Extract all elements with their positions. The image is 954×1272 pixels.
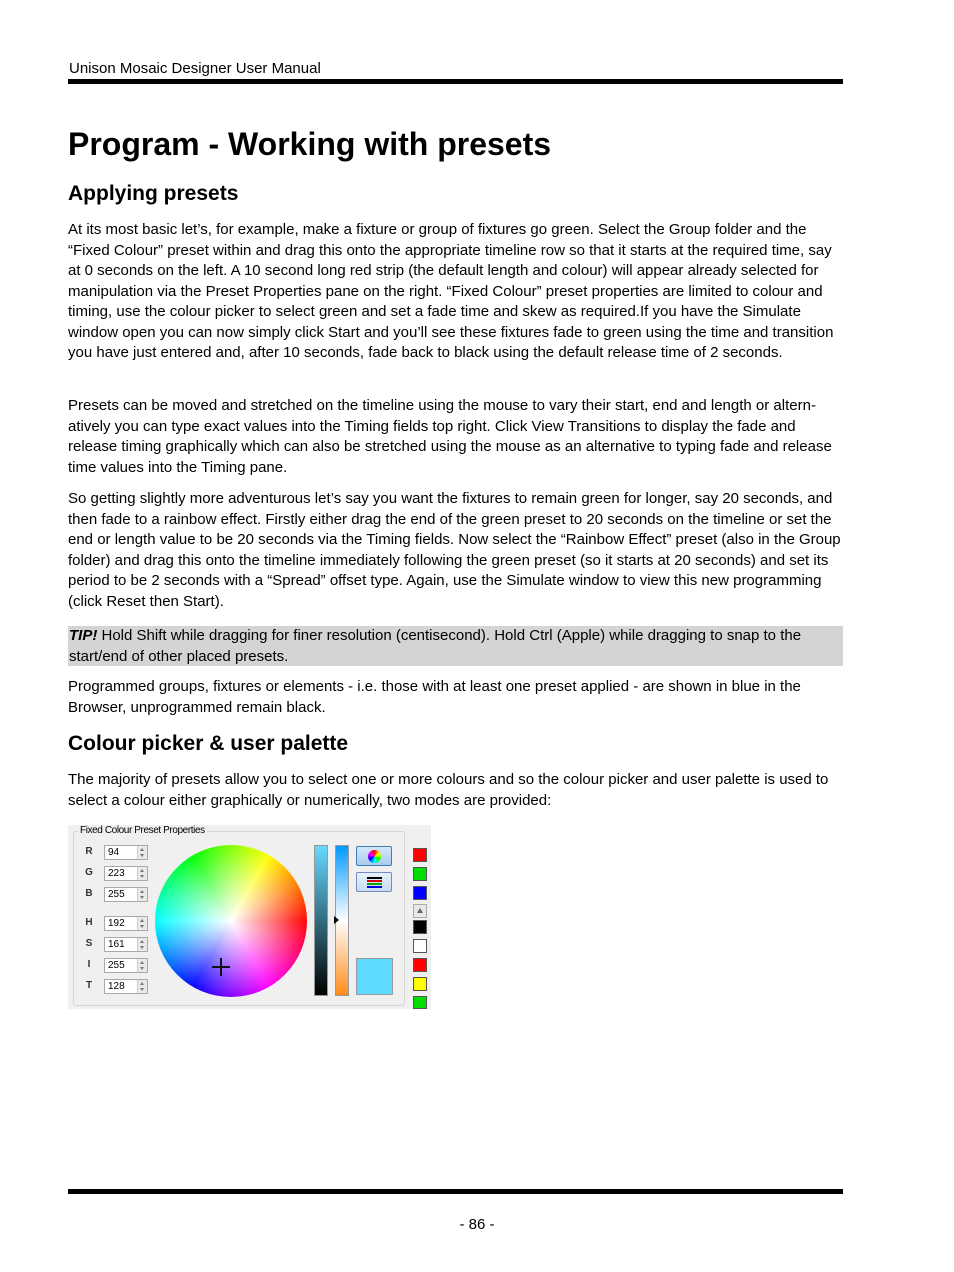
i-input[interactable] — [104, 958, 148, 973]
spinner-icon[interactable] — [137, 938, 147, 951]
palette-swatch-7[interactable] — [413, 977, 427, 991]
wheel-mode-button[interactable] — [356, 846, 392, 866]
colour-picker-screenshot — [68, 825, 431, 1009]
spinner-icon[interactable] — [137, 917, 147, 930]
field-label: I — [87, 959, 91, 970]
preset-properties-title: Fixed Colour Preset Properties — [80, 825, 205, 836]
spinner-icon[interactable] — [137, 980, 147, 993]
field-label: B — [85, 888, 93, 899]
palette-swatch-4[interactable] — [413, 920, 427, 934]
field-value: 192 — [108, 918, 125, 929]
field-label: G — [85, 867, 93, 878]
palette-swatch-1[interactable] — [413, 848, 427, 862]
field-value: 128 — [108, 981, 125, 992]
spinner-icon[interactable] — [137, 888, 147, 901]
tip-paragraph — [68, 626, 843, 667]
field-value: 161 — [108, 939, 125, 950]
spinner-icon[interactable] — [137, 959, 147, 972]
g-input[interactable] — [104, 866, 148, 881]
rgb-bars-icon — [367, 877, 382, 888]
spinner-icon[interactable] — [137, 867, 147, 880]
palette-scroll-up-icon[interactable] — [413, 904, 427, 918]
paragraph-applying-basic: At its most basic let’s, for example, make a fixture or group of fixtures go green. Select the Group folder and the “Fixed Colour” preset within and drag this onto the appropriate timeline row so that it starts at the required time, say at 0 seconds on the left. A 10 second long red strip (the default length and colour) will appear already selected for manipulation via the Preset Properties pane on the right. “Fixed Colour” preset properties are limited to colour and timing, use the colour picker to select green and set a fade time and skew as required.If you have the Simulate window open you can now simply click Start and you’ll see these fixtures fade to green using the time and transition you have just entered and, after 10 seconds, fade back to black using the default release time of 2 seconds. — [68, 221, 834, 361]
page-number: - 86 - — [459, 1216, 495, 1233]
field-value: 223 — [108, 868, 125, 879]
palette-swatch-2[interactable] — [413, 867, 427, 881]
page-title: Program - Working with presets — [68, 126, 552, 162]
field-value: 255 — [108, 889, 125, 900]
section-heading-colour-picker: Colour picker & user palette — [68, 732, 349, 755]
palette-mode-button[interactable] — [356, 872, 392, 892]
field-value: 255 — [108, 960, 125, 971]
field-label: T — [85, 980, 93, 991]
paragraph-colour-picker: The majority of presets allow you to select one or more colours and so the colour picker and user palette is used to select a colour either graphically or numerically, two modes are provided: — [68, 771, 829, 809]
running-header: Unison Mosaic Designer User Manual — [69, 60, 321, 77]
colour-preview-swatch — [356, 958, 393, 995]
colour-wheel-icon — [368, 850, 381, 863]
paragraph-programmed-groups: Programmed groups, fixtures or elements - i.e. those with at least one preset applied - are shown in blue in the Browser, unprogrammed remain black. — [68, 678, 801, 716]
palette-swatch-3[interactable] — [413, 886, 427, 900]
slider-pointer-icon[interactable] — [334, 916, 339, 924]
footer-rule — [68, 1189, 843, 1194]
paragraph-moving-presets: Presets can be moved and stretched on the timeline using the mouse to vary their start, end and length or alternatively you can type exact values into the Timing fields top right. Click View Transitions to display the fade and release timing graphically which can also be stretched using the mouse as an alternative to typing fade and release time values into the Timing pane. — [68, 397, 832, 476]
colour-wheel[interactable] — [155, 845, 307, 997]
spinner-icon[interactable] — [137, 846, 147, 859]
palette-swatch-5[interactable] — [413, 939, 427, 953]
tip-box — [68, 626, 843, 666]
header-rule — [68, 79, 843, 84]
field-label: S — [85, 938, 93, 949]
palette-swatch-6[interactable] — [413, 958, 427, 972]
field-label: R — [85, 846, 93, 857]
section-heading-applying-presets: Applying presets — [68, 182, 239, 205]
t-input[interactable] — [104, 979, 148, 994]
crosshair-icon[interactable] — [212, 958, 230, 976]
field-value: 94 — [108, 847, 120, 858]
s-input[interactable] — [104, 937, 148, 952]
tip-label: TIP! — [69, 627, 98, 644]
paragraph-rainbow-effect: So getting slightly more adventurous let’s say you want the fixtures to remain green for longer, say 20 seconds, and then fade to a rainbow effect. Firstly either drag the end of the green preset to 20 seconds on the timeline or set the end or length value to be 20 seconds via the Timing fields. Now select the “Rainbow Effect” preset (also in the Group folder) and drag this onto the timeline immediately following the green preset (so it starts at 20 seconds) and set its period to be 2 seconds with a “Spread” offset type. Again, use the Simulate window to view this new programming (click Reset then Start). — [68, 490, 841, 610]
tip-text: Hold Shift while dragging for finer resolution (centisecond). Hold Ctrl (Apple) while dragging to snap to the start/end of other placed presets. — [69, 627, 802, 665]
b-input[interactable] — [104, 887, 148, 902]
field-label: H — [85, 917, 93, 928]
h-input[interactable] — [104, 916, 148, 931]
intensity-slider[interactable] — [314, 845, 328, 996]
palette-swatch-8[interactable] — [413, 996, 427, 1009]
r-input[interactable] — [104, 845, 148, 860]
